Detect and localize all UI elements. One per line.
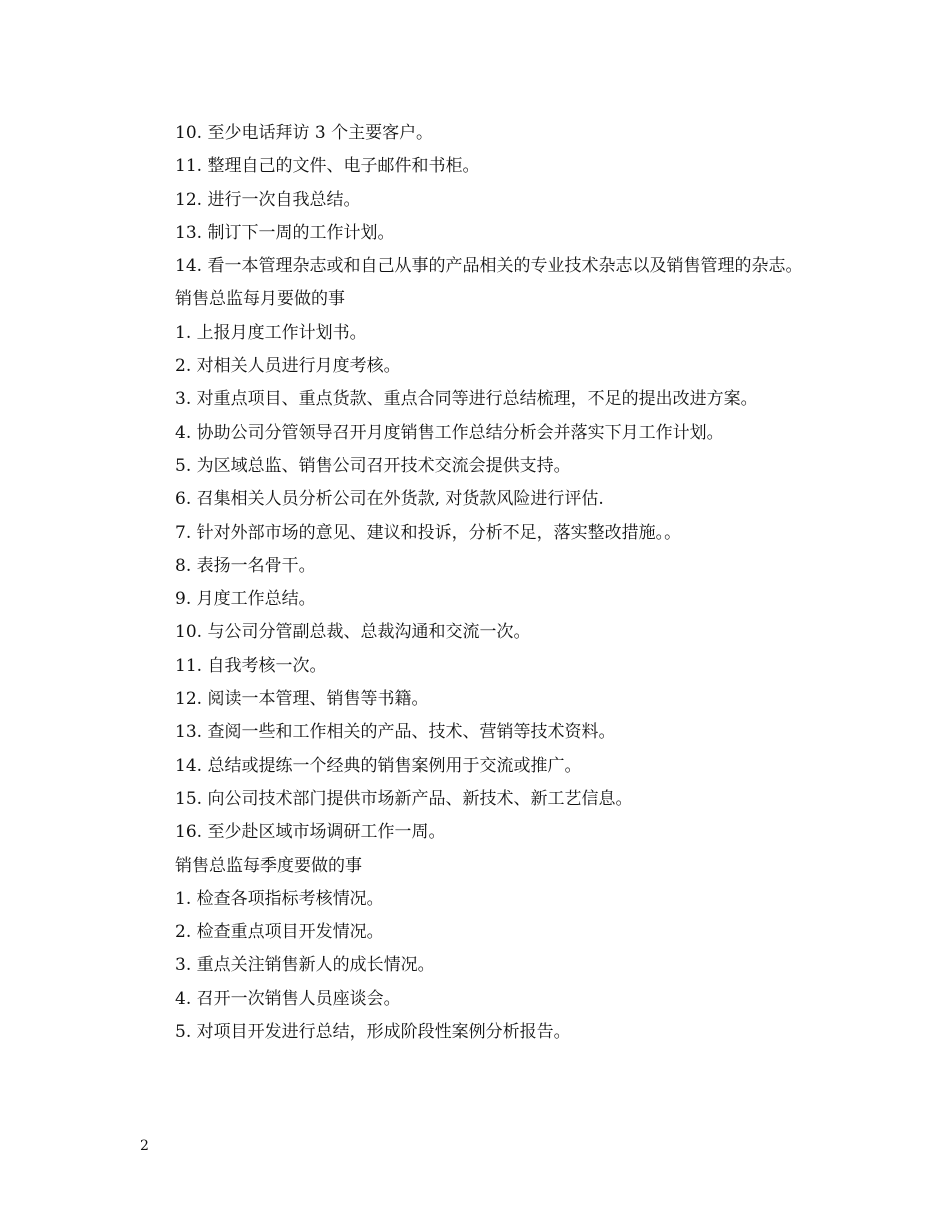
paragraph-monthly-item-3: 3. 对重点项目、重点货款、重点合同等进行总结梳理，不足的提出改进方案。 <box>175 389 758 410</box>
paragraph-quarterly-item-1: 1. 检查各项指标考核情况。 <box>175 888 384 909</box>
paragraph-quarterly-item-2: 2. 检查重点项目开发情况。 <box>175 922 384 943</box>
paragraph-monthly-item-13: 13. 查阅一些和工作相关的产品、技术、营销等技术资料。 <box>175 722 616 743</box>
paragraph-monthly-item-1: 1. 上报月度工作计划书。 <box>175 322 367 343</box>
paragraph-monthly-item-7: 7. 针对外部市场的意见、建议和投诉，分析不足，落实整改措施。。 <box>175 522 682 543</box>
section-heading-quarterly: 销售总监每季度要做的事 <box>175 855 362 876</box>
paragraph-quarterly-item-4: 4. 召开一次销售人员座谈会。 <box>175 988 401 1009</box>
paragraph-monthly-item-16: 16. 至少赴区域市场调研工作一周。 <box>175 822 446 843</box>
paragraph-monthly-item-8: 8. 表扬一名骨干。 <box>175 555 316 576</box>
paragraph-weekly-item-14: 14. 看一本管理杂志或和自己从事的产品相关的专业技术杂志以及销售管理的杂志。 <box>175 256 803 277</box>
paragraph-quarterly-item-5: 5. 对项目开发进行总结，形成阶段性案例分析报告。 <box>175 1022 571 1043</box>
paragraph-monthly-item-5: 5. 为区域总监、销售公司召开技术交流会提供支持。 <box>175 455 571 476</box>
paragraph-monthly-item-14: 14. 总结或提练一个经典的销售案例用于交流或推广。 <box>175 755 582 776</box>
paragraph-monthly-item-9: 9. 月度工作总结。 <box>175 589 316 610</box>
paragraph-weekly-item-13: 13. 制订下一周的工作计划。 <box>175 222 395 243</box>
section-heading-monthly: 销售总监每月要做的事 <box>175 289 345 310</box>
paragraph-weekly-item-10: 10. 至少电话拜访 3 个主要客户。 <box>175 123 434 143</box>
paragraph-monthly-item-15: 15. 向公司技术部门提供市场新产品、新技术、新工艺信息。 <box>175 788 633 809</box>
paragraph-quarterly-item-3: 3. 重点关注销售新人的成长情况。 <box>175 955 435 976</box>
paragraph-weekly-item-11: 11. 整理自己的文件、电子邮件和书柜。 <box>175 156 480 177</box>
page-number: 2 <box>140 1138 149 1154</box>
paragraph-monthly-item-11: 11. 自我考核一次。 <box>175 655 327 676</box>
paragraph-weekly-item-12: 12. 进行一次自我总结。 <box>175 189 361 210</box>
paragraph-monthly-item-4: 4. 协助公司分管领导召开月度销售工作总结分析会并落实下月工作计划。 <box>175 422 724 443</box>
paragraph-monthly-item-10: 10. 与公司分管副总裁、总裁沟通和交流一次。 <box>175 622 531 643</box>
paragraph-monthly-item-2: 2. 对相关人员进行月度考核。 <box>175 356 401 377</box>
paragraph-monthly-item-12: 12. 阅读一本管理、销售等书籍。 <box>175 689 429 710</box>
document-body <box>140 117 820 1049</box>
paragraph-monthly-item-6: 6. 召集相关人员分析公司在外货款, 对货款风险进行评估. <box>175 489 604 510</box>
